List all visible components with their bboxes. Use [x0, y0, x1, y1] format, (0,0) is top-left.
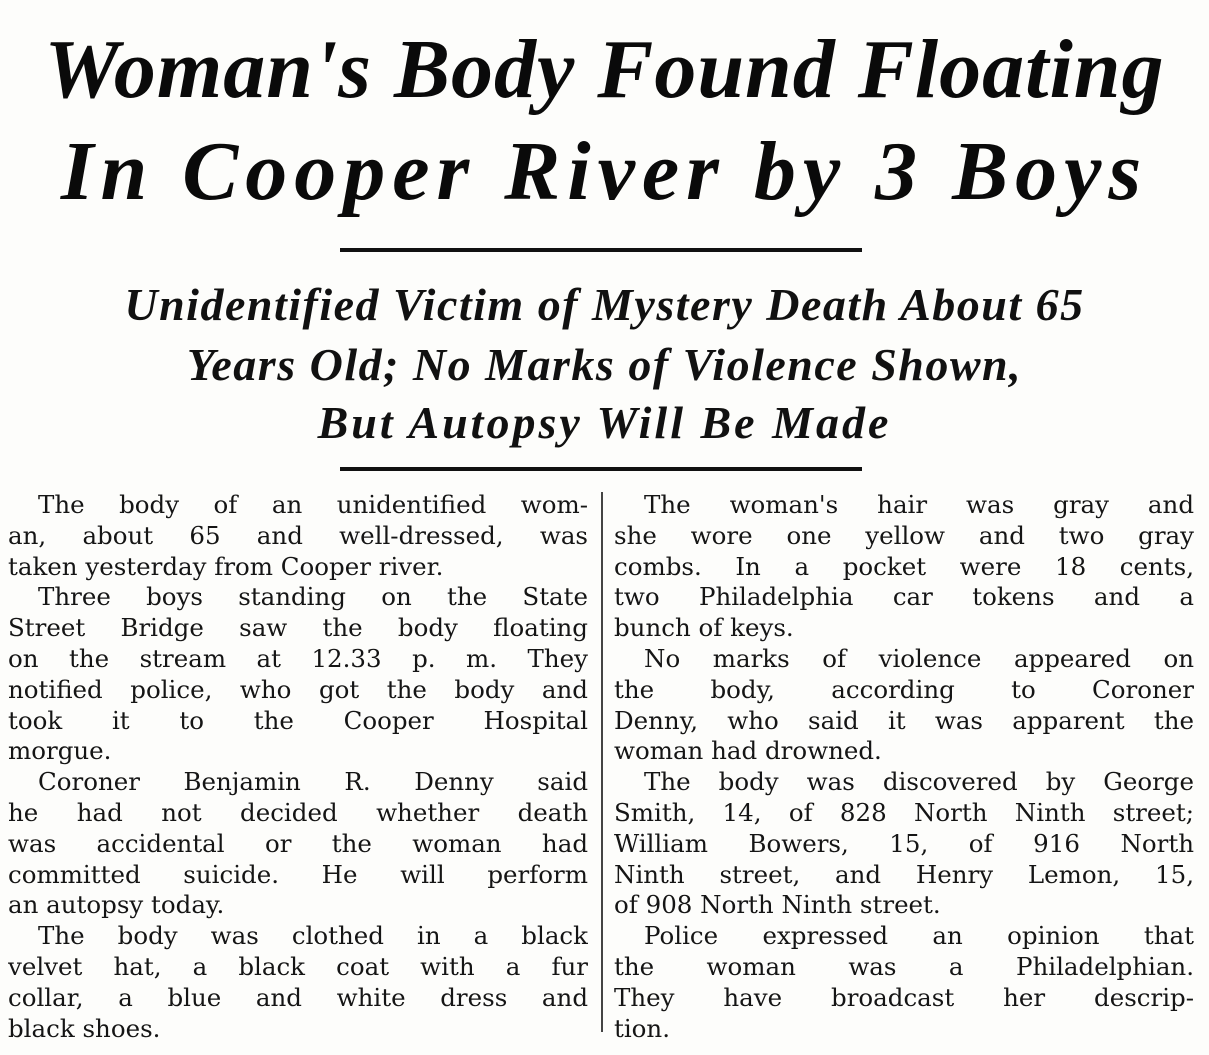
article-line: Smith, 14, of 828 North Ninth street;: [614, 797, 1194, 827]
article-line: on the stream at 12.33 p. m. They: [8, 643, 588, 673]
article-line: was accidental or the woman had: [8, 828, 588, 858]
article-line: The woman's hair was gray and: [644, 490, 1194, 519]
article-line: woman had drowned.: [614, 736, 882, 766]
article-line: velvet hat, a black coat with a fur: [8, 951, 588, 981]
article-line: Coroner Benjamin R. Denny said: [38, 767, 588, 797]
article-line: of 908 North Ninth street.: [614, 890, 941, 920]
article-line: took it to the Cooper Hospital: [8, 705, 588, 735]
article-line: the body, according to Coroner: [614, 674, 1194, 704]
article-line: notified police, who got the body and: [8, 674, 588, 704]
article-line: taken yesterday from Cooper river.: [8, 551, 444, 581]
article-line: an autopsy today.: [8, 890, 225, 920]
column-divider: [601, 492, 603, 1032]
headline-line-2: In Cooper River by 3 Boys: [60, 125, 1149, 218]
article-line: Denny, who said it was apparent the: [614, 705, 1194, 735]
article-line: she wore one yellow and two gray: [614, 520, 1194, 550]
article-line: Ninth street, and Henry Lemon, 15,: [614, 859, 1194, 889]
article-line: black shoes.: [8, 1013, 161, 1043]
article-line: The body of an unidentified wom-: [38, 490, 588, 519]
article-line: Three boys standing on the State: [38, 582, 588, 612]
article-line: two Philadelphia car tokens and a: [614, 582, 1194, 612]
headline-rule: [340, 248, 862, 252]
article-line: Police expressed an opinion that: [644, 921, 1194, 951]
article-line: combs. In a pocket were 18 cents,: [614, 551, 1194, 581]
subheadline-line-1: Unidentified Victim of Mystery Death About 65: [124, 279, 1085, 330]
subheadline-line-2: Years Old; No Marks of Violence Shown,: [186, 339, 1023, 390]
article-line: tion.: [614, 1013, 670, 1043]
article-line: The body was clothed in a black: [38, 921, 588, 951]
article-line: Street Bridge saw the body floating: [8, 613, 588, 643]
article-column-left: [8, 490, 588, 1044]
subheadline-rule: [340, 467, 862, 471]
article-line: committed suicide. He will perform: [8, 859, 588, 889]
article-line: William Bowers, 15, of 916 North: [614, 828, 1194, 858]
article-column-right: [614, 490, 1194, 1044]
article-line: collar, a blue and white dress and: [8, 982, 588, 1012]
article-line: morgue.: [8, 736, 112, 766]
article-line: he had not decided whether death: [8, 797, 588, 827]
article-line: an, about 65 and well-dressed, was: [8, 520, 588, 550]
article-line: The body was discovered by George: [644, 767, 1194, 797]
article-line: the woman was a Philadelphian.: [614, 951, 1194, 981]
article-line: They have broadcast her descrip-: [614, 982, 1194, 1012]
article-line: bunch of keys.: [614, 613, 794, 643]
article-line: No marks of violence appeared on: [644, 643, 1194, 673]
subheadline-line-3: But Autopsy Will Be Made: [317, 397, 892, 448]
headline-line-1: Woman's Body Found Floating: [44, 23, 1165, 116]
